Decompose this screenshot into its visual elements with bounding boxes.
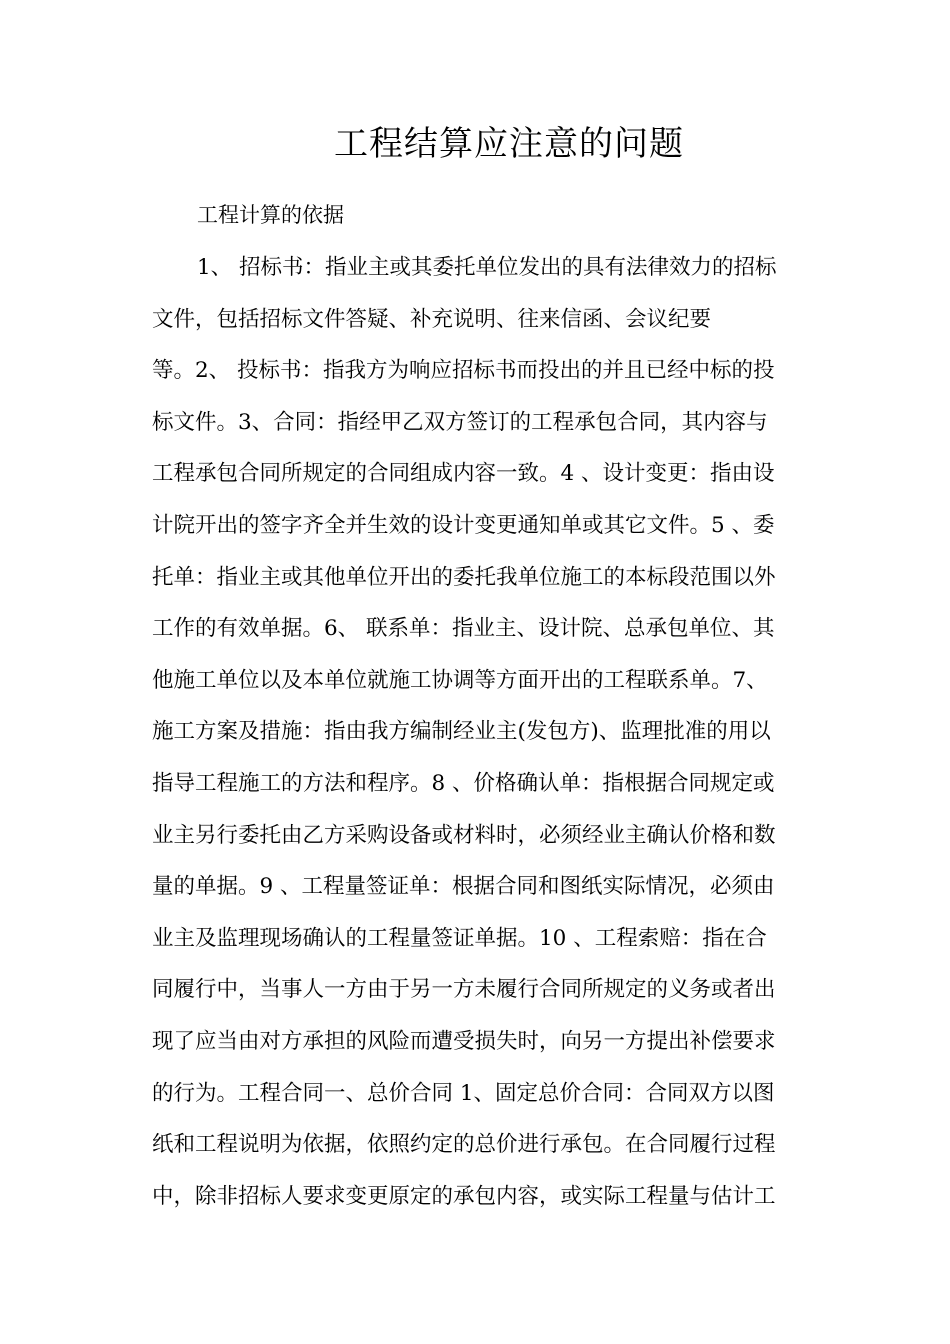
text-line: 标文件。3、合同：指经甲乙双方签订的工程承包合同，其内容与	[152, 409, 768, 435]
text-line: 施工方案及措施：指由我方编制经业主(发包方)、监理批准的用以	[152, 719, 771, 745]
text-line: 他施工单位以及本单位就施工协调等方面开出的工程联系单。7、	[152, 667, 768, 693]
text-line: 量的单据。9 、工程量签证单：根据合同和图纸实际情况，必须由	[152, 874, 775, 900]
text-line: 纸和工程说明为依据，依照约定的总价进行承包。在合同履行过程	[152, 1132, 776, 1158]
document-title: 工程结算应注意的问题	[334, 124, 684, 164]
text-line: 业主及监理现场确认的工程量签证单据。10 、工程索赔：指在合	[152, 925, 767, 951]
text-line: 等。2、 投标书：指我方为响应招标书而投出的并且已经中标的投	[152, 358, 775, 384]
text-line: 现了应当由对方承担的风险而遭受损失时，向另一方提出补偿要求	[152, 1028, 776, 1054]
text-line: 中，除非招标人要求变更原定的承包内容，或实际工程量与估计工	[152, 1183, 776, 1209]
text-line: 托单：指业主或其他单位开出的委托我单位施工的本标段范围以外	[152, 564, 776, 590]
text-line: 工作的有效单据。6、 联系单：指业主、设计院、总承包单位、其	[152, 616, 775, 642]
text-line: 业主另行委托由乙方采购设备或材料时，必须经业主确认价格和数	[152, 822, 776, 848]
text-line: 文件，包括招标文件答疑、补充说明、往来信函、会议纪要	[152, 306, 712, 332]
text-line: 工程承包合同所规定的合同组成内容一致。4 、设计变更：指由设	[152, 461, 775, 487]
text-line: 计院开出的签字齐全并生效的设计变更通知单或其它文件。5 、委	[152, 512, 775, 538]
text-line: 同履行中，当事人一方由于另一方未履行合同所规定的义务或者出	[152, 977, 776, 1003]
section-heading: 工程计算的依据	[197, 203, 344, 227]
text-line: 指导工程施工的方法和程序。8 、价格确认单：指根据合同规定或	[152, 770, 775, 796]
text-line: 的行为。工程合同一、总价合同 1、固定总价合同：合同双方以图	[152, 1080, 775, 1106]
text-line: 1、 招标书：指业主或其委托单位发出的具有法律效力的招标	[197, 255, 777, 280]
body-paragraph	[152, 248, 812, 1228]
